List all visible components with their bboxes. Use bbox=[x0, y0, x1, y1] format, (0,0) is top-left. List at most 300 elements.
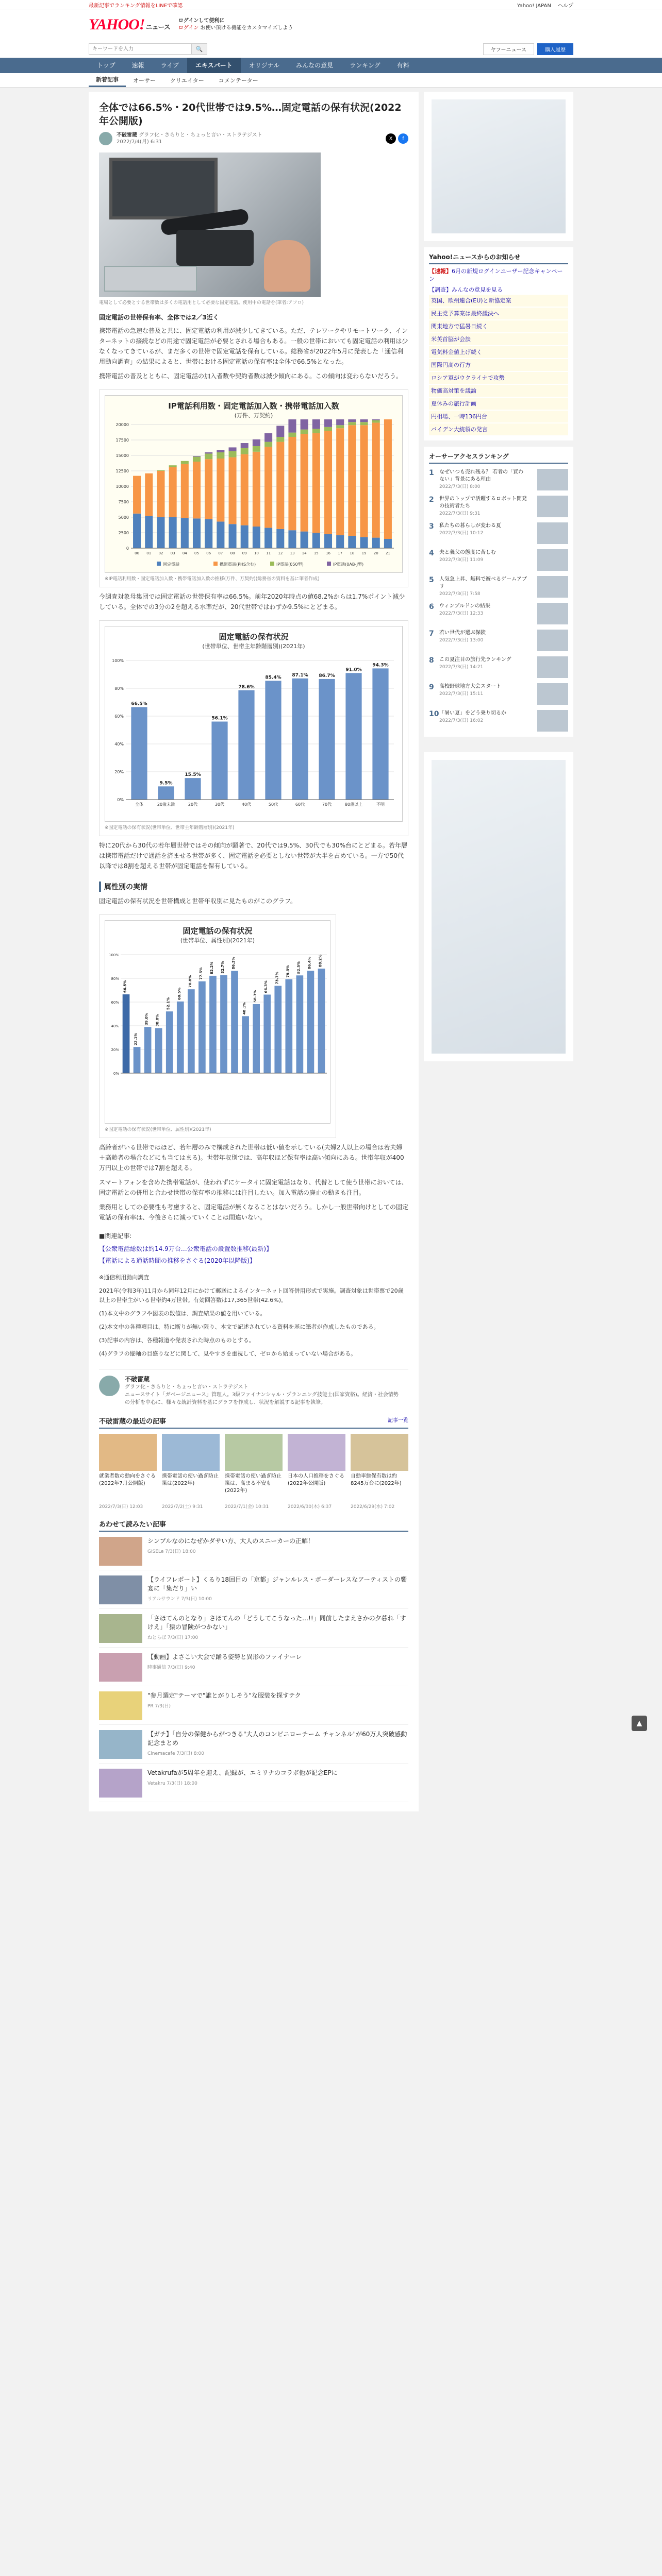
bar bbox=[274, 986, 282, 1073]
nav-expert[interactable]: エキスパート bbox=[187, 58, 241, 73]
topic-link[interactable]: 米英首脳が会談 bbox=[429, 333, 568, 345]
header bbox=[0, 9, 662, 40]
chart1-subtitle: (万件、万契約) bbox=[234, 412, 273, 419]
subnav-author[interactable]: オーサー bbox=[133, 77, 156, 84]
topic-link[interactable]: 関東地方で猛暑日続く bbox=[429, 320, 568, 332]
nav-paid[interactable]: 有料 bbox=[396, 62, 409, 69]
bar bbox=[318, 969, 325, 1073]
sidebar-ad-tall[interactable] bbox=[424, 752, 573, 1061]
recommended-item[interactable]: 「さほてんのとなり」さほてんの「どうしてこうなった…!!」同前したまえさかの夕暮れ「すけえ」「猿の冒険がつかない」 ねとらぼ 7/3(日) 17:00 bbox=[99, 1614, 408, 1648]
x-tick-label: 60代 bbox=[295, 802, 305, 807]
note-4: (3)記事の内容は、各種報道や発表された時点のものとする。 bbox=[99, 1337, 255, 1344]
x-tick-label: 08 bbox=[230, 551, 235, 555]
recommended-item[interactable]: Vetakrufaが5周年を迎え、記録が、エミリナのコラボ他が記念EPに Vetakru 7/3(日) 18:00 bbox=[99, 1769, 408, 1802]
login-link[interactable]: ログイン bbox=[178, 25, 199, 31]
bar-segment bbox=[360, 537, 368, 548]
sidebar-notices bbox=[424, 247, 573, 440]
recommended-item[interactable]: "参月選定"テーマで"誰とがりしそう"な服装を探すテク PR 7/3(日) bbox=[99, 1691, 408, 1725]
sidebar bbox=[424, 92, 573, 1811]
notice-item[interactable]: 【速報】6月の新規ログインユーザー記念キャンペーン bbox=[429, 268, 563, 282]
main-nav bbox=[0, 58, 662, 73]
search-row bbox=[0, 40, 662, 58]
x-tick-label: 03 bbox=[170, 551, 175, 555]
data-label: 66.5% bbox=[131, 701, 147, 707]
bar-segment bbox=[229, 451, 237, 457]
chart1-svg bbox=[105, 419, 403, 574]
y-tick-label: 2500 bbox=[118, 531, 129, 535]
x-tick-label: 00 bbox=[135, 551, 140, 555]
x-tick-label: 12 bbox=[278, 551, 283, 555]
x-tick-label: 20 bbox=[373, 551, 378, 555]
bar-segment bbox=[217, 450, 224, 452]
bar-segment bbox=[229, 447, 237, 451]
bar-segment bbox=[360, 419, 368, 422]
x-tick-label: 20歳未満 bbox=[157, 802, 175, 807]
facebook-share-icon[interactable]: f bbox=[398, 133, 408, 144]
x-tick-label: 70代 bbox=[322, 802, 332, 807]
bar-segment bbox=[348, 422, 356, 425]
bar bbox=[144, 1027, 152, 1073]
data-label: 9.5% bbox=[159, 781, 173, 786]
bar-segment bbox=[205, 453, 212, 459]
bar-segment bbox=[157, 471, 164, 517]
x-tick-label: 09 bbox=[242, 551, 247, 555]
x-tick-label: 07 bbox=[218, 551, 223, 555]
bar-segment bbox=[372, 538, 380, 548]
related-link-1[interactable]: 【公衆電話総数は約14.9万台…公衆電話の設置数推移(最新)】 bbox=[99, 1245, 273, 1252]
notice-item[interactable]: 【調査】みんなの意見を見る bbox=[429, 286, 503, 293]
data-label: 66.3% bbox=[264, 980, 269, 993]
bar-segment bbox=[241, 448, 249, 454]
bar-segment bbox=[336, 428, 344, 535]
login-message: ログインして便利に ログイン お使い頂ける機能をカスタマイズしよう bbox=[178, 18, 293, 31]
data-label: 66.5% bbox=[123, 980, 127, 993]
author-avatar[interactable] bbox=[99, 132, 112, 145]
subnav-creator[interactable]: クリエイター bbox=[170, 77, 204, 84]
legend-swatch bbox=[213, 562, 218, 566]
x-tick-label: 15 bbox=[313, 551, 319, 555]
latest-card[interactable]: 就業者数の動向をさぐる(2022年7月公開版) 2022/7/3(日) 12:03 bbox=[99, 1434, 157, 1510]
y-tick-label: 60% bbox=[111, 1001, 119, 1005]
bar-segment bbox=[324, 427, 332, 431]
data-label: 77.5% bbox=[198, 967, 203, 980]
search-input[interactable] bbox=[89, 43, 192, 55]
chart3-subtitle: (世帯単位、属性別)(2021年) bbox=[180, 937, 255, 944]
page-top-button[interactable] bbox=[632, 1716, 647, 1731]
ranking-item[interactable]: 10 「暑い夏」をどう乗り切るか 2022/7/3(日) 16:02 bbox=[429, 710, 568, 732]
bar-segment bbox=[348, 425, 356, 536]
ranking-item[interactable]: 5 人気急上昇、無料で遊べるゲームアプリ 2022/7/3(日) 7:58 bbox=[429, 576, 568, 598]
author-role: グラフ化・さらりと・ちょっと言い・ストラテジスト bbox=[139, 132, 262, 138]
data-label: 86.3% bbox=[231, 957, 236, 970]
data-label: 82.5% bbox=[296, 961, 301, 974]
latest-articles-heading: 不破雷蔵の最近の記事 bbox=[99, 1418, 167, 1426]
x-tick-label: 11 bbox=[266, 551, 271, 555]
y-tick-label: 80% bbox=[114, 686, 124, 691]
bar-segment bbox=[264, 528, 272, 548]
article-photo bbox=[99, 152, 321, 297]
y-tick-label: 20000 bbox=[115, 422, 129, 427]
recommended-header bbox=[99, 1519, 408, 1532]
x-tick-label: 19 bbox=[361, 551, 367, 555]
bar-segment bbox=[229, 457, 237, 524]
article-meta bbox=[99, 132, 408, 145]
notes-heading: ※通信利用動向調査 bbox=[99, 1274, 150, 1281]
bar-segment bbox=[253, 439, 260, 446]
section-attribute-heading: 属性別の実情 bbox=[99, 882, 408, 892]
y-tick-label: 40% bbox=[114, 742, 124, 747]
author-ranking bbox=[424, 447, 573, 737]
bar bbox=[134, 1047, 141, 1073]
bar bbox=[185, 778, 201, 800]
x-tick-label: 全体 bbox=[135, 802, 143, 807]
y-tick-label: 17500 bbox=[115, 438, 129, 443]
bar bbox=[296, 975, 304, 1073]
bar-segment bbox=[360, 422, 368, 425]
author-box bbox=[99, 1369, 408, 1406]
y-tick-label: 12500 bbox=[115, 469, 129, 473]
bar-segment bbox=[264, 433, 272, 442]
chart3-svg bbox=[105, 944, 331, 1122]
data-label: 91.0% bbox=[345, 667, 362, 673]
note-5: (4)グラフの縦軸の目盛りなどに関して、見やすさを重視して、ゼロから始まっていない場合がある。 bbox=[99, 1350, 357, 1357]
bar-segment bbox=[169, 465, 177, 467]
data-label: 78.6% bbox=[238, 684, 255, 690]
bar-segment bbox=[181, 461, 189, 464]
recommended-item[interactable]: 【動画】よさこい大会で踊る姿勢と異形のファイナーレ 時事通信 7/3(日) 9:40 bbox=[99, 1653, 408, 1686]
y-tick-label: 60% bbox=[114, 714, 124, 719]
topic-link[interactable]: 円相場、一時136円台 bbox=[429, 411, 568, 422]
paragraph-7: スマートフォンを含めた携帯電話が、使われずにケータイに固定電話はなり、代替として使う世帯においては、固定電話との併用と合わせ世帯の保有率の推移には注目したい。加入電話の廃止の動きも注目。 bbox=[99, 1179, 408, 1196]
y-tick-label: 20% bbox=[111, 1048, 119, 1052]
bar bbox=[319, 679, 335, 800]
data-label: 60.5% bbox=[177, 987, 181, 1000]
search-icon: 🔍 bbox=[195, 45, 203, 53]
x-tick-label: 16 bbox=[326, 551, 330, 555]
latest-card[interactable]: 携帯電話の使い過ぎ防止策は、高まる不安も(2022年) 2022/7/1(金) 10:31 bbox=[225, 1434, 283, 1510]
bar-segment bbox=[241, 454, 249, 526]
bar-segment bbox=[312, 533, 320, 548]
y-tick-label: 0% bbox=[117, 798, 124, 802]
recommended-heading: あわせて読みたい記事 bbox=[99, 1521, 167, 1529]
bar-segment bbox=[169, 517, 177, 548]
paragraph-4: 特に20代から30代の若年層世帯ではその傾向が顕著で、20代では9.5%、30代でも30%台にとどまる。若年層は携帯電話だけで通話を済ませる世帯が多く、固定電話を必要としない世帯が大半を占めている。一方で50代以降では8割を超える世帯が固定電話を保有している。 bbox=[99, 842, 407, 870]
bar-segment bbox=[205, 519, 212, 548]
bar-segment bbox=[276, 437, 284, 442]
related-heading: ■関連記事: bbox=[99, 1232, 132, 1240]
bar-segment bbox=[217, 459, 224, 521]
nav-live[interactable]: ライブ bbox=[160, 62, 179, 69]
x-tick-label: 80歳以上 bbox=[344, 802, 363, 807]
data-label: 38.0% bbox=[155, 1014, 160, 1027]
bar-segment bbox=[324, 431, 332, 534]
y-tick-label: 20% bbox=[114, 770, 124, 774]
nav-opinion[interactable]: みんなの意見 bbox=[296, 62, 334, 69]
search-button[interactable] bbox=[192, 43, 207, 55]
notices-heading: Yahoo!ニュースからのお知らせ bbox=[429, 252, 568, 264]
x-tick-label: 17 bbox=[338, 551, 343, 555]
latest-articles-header bbox=[99, 1416, 408, 1429]
topic-link[interactable]: ロシア軍がウクライナで攻勢 bbox=[429, 372, 568, 384]
x-tick-label: 50代 bbox=[268, 802, 278, 807]
paragraph-1: 携帯電話の急速な普及と共に、固定電話の利用が減少してきている。ただ、テレワークやリモートワーク、インターネットの接続などの用途で固定電話が必要とされる場合もある。一般の世帯においても固定電話の利用は少なくなってきているが、まだ多くの世帯で固定電話を保有している。総務省が2022年5月に発表した「通信利用動向調査」の結果によると、世帯における固定電話の保有率は全体で66.5%となった。 bbox=[99, 327, 408, 365]
data-label: 82.7% bbox=[221, 961, 225, 974]
x-tick-label: 18 bbox=[350, 551, 355, 555]
bar-segment bbox=[157, 470, 164, 471]
x-tick-label: 21 bbox=[385, 551, 390, 555]
note-3: (2)本文中の各種項目は、特に断りが無い限り、本文で記述されている資料を基に筆者が作成したものである。 bbox=[99, 1324, 379, 1330]
y-tick-label: 10000 bbox=[115, 484, 129, 489]
yahoo-japan-link[interactable]: Yahoo! JAPAN bbox=[517, 3, 551, 9]
bar-segment bbox=[336, 419, 344, 425]
y-tick-label: 40% bbox=[111, 1024, 119, 1028]
bar-segment bbox=[193, 462, 201, 518]
recommended-item[interactable]: シンプルなのになぜかダサい方、大人のスニーカーの正解！ GISELe 7/3(日) 18:00 bbox=[99, 1537, 408, 1570]
bar bbox=[209, 976, 217, 1073]
related-link-2[interactable]: 【電話による通話時間の推移をさぐる(2020年以降版)】 bbox=[99, 1257, 256, 1264]
note-1: 2021年(令和3年)11月から同年12月にかけて郵送によるインターネット回答併用形式で実施。調査対象は世帯票で20歳以上の世帯主がいる世帯約4万世帯。有効回答数は17,365世帯(42.6%)。 bbox=[99, 1287, 404, 1303]
article-main bbox=[89, 92, 419, 1811]
bar-segment bbox=[336, 535, 344, 548]
data-label: 79.3% bbox=[286, 965, 290, 978]
paragraph-2: 携帯電話の普及とともに、固定電話の加入者数や契約者数は減少傾向にある。この傾向は変わらないだろう。 bbox=[99, 372, 403, 380]
bar-segment bbox=[288, 530, 296, 548]
legend-swatch bbox=[327, 562, 331, 566]
x-tick-label: 不明 bbox=[376, 802, 385, 807]
latest-card[interactable]: 日本の人口推移をさぐる(2022年公開版) 2022/6/30(木) 6:37 bbox=[288, 1434, 345, 1510]
bar-segment bbox=[133, 514, 141, 548]
ranking-item[interactable]: 7 若い世代が選ぶ保険 2022/7/3(日) 13:00 bbox=[429, 630, 568, 651]
bar-segment bbox=[241, 443, 249, 448]
bar-segment bbox=[217, 452, 224, 459]
bar-segment bbox=[229, 524, 237, 548]
note-2: (1)本文中のグラフや図表の数値は、調査結果の値を用いている。 bbox=[99, 1310, 266, 1317]
bar bbox=[372, 668, 388, 800]
author-box-desc: ニュースサイト「ガベージニュース」管理人。3級ファイナンシャル・プランニング技能士(国家資格)。経済・社会情勢の分析を中心に、様々な統計資料を基にグラフを作成し、状況を解説する記事を執筆。 bbox=[125, 1392, 399, 1405]
legend-swatch bbox=[157, 562, 161, 566]
latest-articles bbox=[99, 1434, 408, 1510]
subnav-new[interactable]: 新着記事 bbox=[89, 74, 126, 87]
bar bbox=[155, 1028, 162, 1073]
data-label: 86.4% bbox=[307, 956, 312, 970]
paragraph-5: 固定電話の保有状況を世帯構成と世帯年収別に見たものがこのグラフ。 bbox=[99, 897, 297, 905]
help-link[interactable]: ヘルプ bbox=[558, 3, 573, 9]
latest-card[interactable]: 自動車総保有数は約8245万台に(2022年) 2022/6/29(水) 7:02 bbox=[351, 1434, 408, 1510]
bar-segment bbox=[301, 532, 308, 548]
x-tick-label: 30代 bbox=[214, 802, 225, 807]
bar bbox=[238, 690, 254, 800]
bar-segment bbox=[276, 426, 284, 437]
bar-segment bbox=[372, 419, 380, 420]
bar bbox=[188, 989, 195, 1073]
data-label: 87.1% bbox=[292, 672, 308, 678]
article-date: 2022/7/4(月) 6:31 bbox=[117, 139, 162, 145]
bar bbox=[242, 1016, 249, 1073]
bar-segment bbox=[169, 467, 177, 517]
y-tick-label: 80% bbox=[111, 977, 119, 981]
topic-link[interactable]: 電気料金値上げ続く bbox=[429, 346, 568, 358]
legend-label: 固定電話 bbox=[163, 562, 179, 567]
bar-segment bbox=[372, 422, 380, 537]
bar bbox=[231, 971, 238, 1073]
data-label: 15.5% bbox=[185, 772, 201, 778]
purchase-history-button[interactable]: 購入履歴 bbox=[537, 43, 573, 55]
bar bbox=[131, 707, 147, 800]
legend-label: IP電話(050型) bbox=[276, 562, 304, 567]
bar bbox=[285, 979, 292, 1073]
x-tick-label: 05 bbox=[194, 551, 199, 555]
recommended-item[interactable]: 【ライフレポート】くるり18回目の「京都」ジャンルレス・ボーダーレスなアーティストの饗宴に「集だり」い リアルサウンド 7/3(日) 10:00 bbox=[99, 1575, 408, 1609]
topic-link[interactable]: 英国、欧州連合(EU)と新協定案 bbox=[429, 295, 568, 307]
data-label: 85.4% bbox=[265, 675, 282, 681]
chart2-caption: ※固定電話の保有状況(世帯単位、世帯主年齢階層別)(2021年) bbox=[105, 825, 235, 831]
topic-link[interactable]: 国際円高の行方 bbox=[429, 359, 568, 371]
bar-segment bbox=[264, 442, 272, 447]
bar-segment bbox=[217, 521, 224, 548]
bar-segment bbox=[288, 419, 296, 433]
bar bbox=[307, 971, 315, 1073]
x-tick-label: 10 bbox=[254, 551, 259, 555]
bar-segment bbox=[372, 420, 380, 423]
data-label: 88.2% bbox=[318, 954, 323, 968]
yahoo-news-button[interactable]: ヤフーニュース bbox=[483, 43, 534, 55]
topic-link[interactable]: 民主党予算案は最終議決へ bbox=[429, 308, 568, 319]
ranking-item[interactable]: 4 夫と義父の態度に苦しむ 2022/7/3(日) 11:09 bbox=[429, 549, 568, 571]
chart2-svg bbox=[105, 650, 403, 820]
topic-link[interactable]: バイデン大統領の発言 bbox=[429, 423, 568, 435]
legend-label: IP電話(0AB-J型) bbox=[333, 562, 364, 567]
x-tick-label: 14 bbox=[302, 551, 307, 555]
chart-age-ownership bbox=[99, 620, 408, 836]
data-label: 82.2% bbox=[209, 961, 214, 974]
bar-segment bbox=[301, 430, 308, 434]
ranking-item[interactable]: 3 私たちの暮らしが変わる夏 2022/7/3(日) 10:12 bbox=[429, 522, 568, 544]
bar-segment bbox=[348, 536, 356, 548]
bar-segment bbox=[288, 437, 296, 530]
bar-segment bbox=[301, 419, 308, 430]
x-share-icon[interactable]: X bbox=[386, 133, 396, 144]
latest-articles-more-link[interactable]: 記事一覧 bbox=[388, 1418, 408, 1423]
bar bbox=[198, 981, 206, 1073]
bar-segment bbox=[253, 527, 260, 548]
bar-segment bbox=[301, 434, 308, 532]
x-tick-label: 13 bbox=[290, 551, 295, 555]
yahoo-news-logo[interactable]: YAHOO! ニュース bbox=[89, 16, 170, 33]
x-tick-label: 06 bbox=[206, 551, 211, 555]
nav-breaking[interactable]: 速報 bbox=[131, 62, 144, 69]
article-title: 全体では66.5%・20代世帯では9.5%…固定電話の保有状況(2022年公開版) bbox=[99, 102, 402, 127]
nav-original[interactable]: オリジナル bbox=[249, 62, 280, 69]
bar bbox=[211, 722, 227, 800]
bar-segment bbox=[181, 464, 189, 518]
bar-segment bbox=[253, 452, 260, 527]
bar-segment bbox=[193, 518, 201, 548]
notes bbox=[99, 1273, 408, 1359]
bar-segment bbox=[241, 526, 249, 548]
author-box-avatar[interactable] bbox=[99, 1376, 120, 1396]
data-label: 70.8% bbox=[188, 975, 192, 988]
data-label: 52.1% bbox=[166, 997, 171, 1010]
bar bbox=[265, 681, 281, 800]
bar-segment bbox=[312, 433, 320, 533]
paragraph-3: 今調査対象母集団では固定電話の世帯保有率は66.5%。前年2020年時点の値68.2%からは1.7%ポイント減少している。全体での3分の2を超える水準だが、20代世帯ではわずか9.5%にとどまる。 bbox=[99, 593, 405, 611]
ranking-item[interactable]: 8 この夏注目の旅行先ランキング 2022/7/3(日) 14:21 bbox=[429, 656, 568, 678]
nav-ranking[interactable]: ランキング bbox=[350, 62, 380, 69]
bar-segment bbox=[336, 425, 344, 428]
bar-segment bbox=[384, 539, 392, 548]
bar-segment bbox=[193, 456, 201, 462]
data-label: 94.3% bbox=[372, 663, 389, 668]
chart-attribute-ownership bbox=[99, 914, 336, 1138]
topic-link[interactable]: 物価高対策を議論 bbox=[429, 385, 568, 397]
ranking-item[interactable]: 9 高校野球地方大会スタート 2022/7/3(日) 15:11 bbox=[429, 683, 568, 705]
subnav-commentator[interactable]: コメンテーター bbox=[218, 77, 258, 84]
bar-segment bbox=[145, 516, 153, 548]
bar bbox=[253, 1004, 260, 1073]
top-bar bbox=[0, 0, 662, 9]
x-tick-label: 04 bbox=[182, 551, 187, 555]
x-tick-label: 02 bbox=[158, 551, 163, 555]
legend-swatch bbox=[270, 562, 274, 566]
y-tick-label: 5000 bbox=[118, 515, 129, 520]
bar-segment bbox=[181, 518, 189, 548]
bar-segment bbox=[288, 433, 296, 437]
recommended-item[interactable]: 【ガチ】「自分の保健からがつきる"大人のコンビニローチーム チャンネル"が60万人突破感動記念まとめ Cinemacafe 7/3(日) 8:00 bbox=[99, 1730, 408, 1764]
bar-segment bbox=[145, 473, 153, 516]
paragraph-8: 業務用としての必要性も考慮すると、固定電話が無くなることはないだろう。しかし一般世帯向けとしての固定電話の保有率は、今後さらに減っていくことは間違いない。 bbox=[99, 1204, 409, 1221]
author-name[interactable]: 不破雷蔵 bbox=[117, 132, 137, 138]
sidebar-ad[interactable] bbox=[424, 92, 573, 241]
y-tick-label: 15000 bbox=[115, 453, 129, 458]
y-tick-label: 100% bbox=[112, 658, 124, 663]
bar bbox=[263, 995, 271, 1073]
bar-segment bbox=[133, 476, 141, 514]
chart1-caption: ※IP電話利用数・固定電話加入数・携帯電話加入数の推移(万件、万契約)(総務省の資料を基に筆者作成) bbox=[105, 577, 320, 582]
data-label: 73.7% bbox=[275, 972, 279, 985]
ranking-item[interactable]: 2 世界のトップで活躍するロボット開発の技術者たち 2022/7/3(日) 9:31 bbox=[429, 496, 568, 517]
bar-segment bbox=[157, 517, 164, 548]
ranking-item[interactable]: 6 ウィンブルドンの結果 2022/7/3(日) 12:33 bbox=[429, 603, 568, 624]
latest-card[interactable]: 携帯電話の使い過ぎ防止策は(2022年) 2022/7/2(土) 9:31 bbox=[162, 1434, 220, 1510]
bar-segment bbox=[276, 529, 284, 548]
ranking-item[interactable]: 1 なぜいつも売れ残る？ 若者の「買わない」背景にある理由 2022/7/3(日) 8:00 bbox=[429, 469, 568, 490]
bar-segment bbox=[384, 419, 392, 539]
bar-segment bbox=[348, 419, 356, 422]
bar bbox=[177, 1002, 184, 1073]
legend-label: 携帯電話(PHS含む) bbox=[220, 562, 256, 567]
data-label: 39.0% bbox=[144, 1013, 149, 1026]
bar bbox=[166, 1011, 173, 1073]
bar-segment bbox=[324, 419, 332, 427]
data-label: 22.1% bbox=[134, 1032, 138, 1046]
chart-ip-fixed-mobile bbox=[99, 389, 408, 587]
chart3-title: 固定電話の保有状況 bbox=[183, 926, 253, 936]
y-tick-label: 100% bbox=[108, 953, 119, 957]
y-tick-label: 7500 bbox=[118, 500, 129, 504]
arrow-up-icon: ▲ bbox=[636, 1719, 642, 1727]
topic-link[interactable]: 夏休みの旅行計画 bbox=[429, 398, 568, 410]
data-label: 56.1% bbox=[211, 716, 228, 721]
nav-top[interactable]: トップ bbox=[97, 62, 115, 69]
chart3-caption: ※固定電話の保有状況(世帯単位、属性別)(2021年) bbox=[105, 1127, 211, 1132]
ranking-heading: オーサーアクセスランキング bbox=[429, 452, 568, 464]
top-promo-link[interactable]: 最新記事でランキング情報をLINEで確認 bbox=[89, 3, 183, 9]
bar-segment bbox=[253, 446, 260, 452]
y-tick-label: 0 bbox=[126, 546, 129, 551]
x-tick-label: 01 bbox=[146, 551, 152, 555]
bar bbox=[123, 994, 130, 1073]
author-box-name[interactable]: 不破雷蔵 bbox=[125, 1376, 150, 1383]
